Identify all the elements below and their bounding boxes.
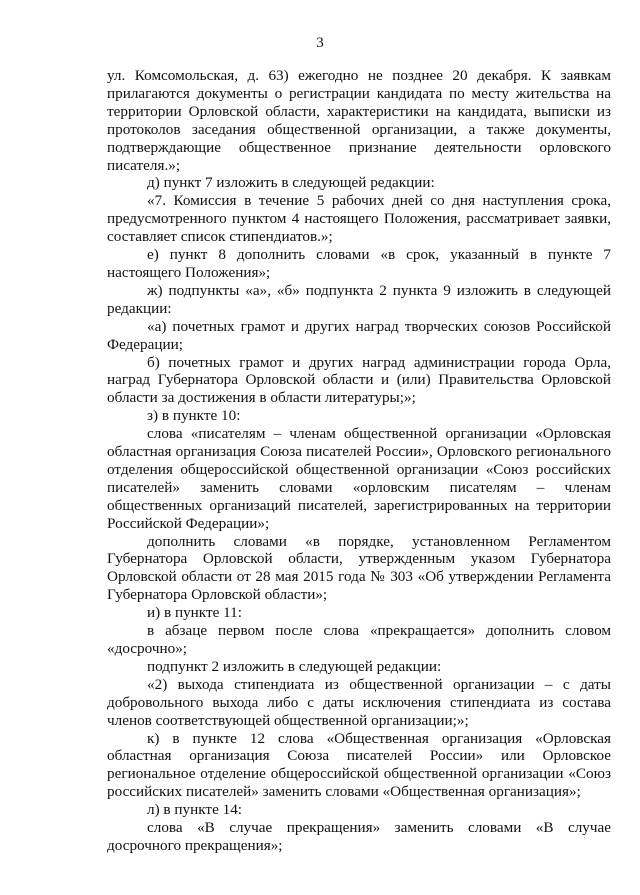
paragraph-clause-7: «7. Комиссия в течение 5 рабочих дней со дня наступления срока, предусмотренного пунктом 4 настоящего Положения, рассматривает заявки, составляет список стипендиатов.»; bbox=[107, 192, 611, 246]
paragraph-continuation: ул. Комсомольская, д. 63) ежегодно не позднее 20 декабря. К заявкам прилагаются документы о регистрации кандидата по месту жительства на территории Орловской области, характеристики на кандидата, выписки из протоколов заседания общественной организации, а также документы, подтверждающие общественное признание деятельности орловского писателя.»; bbox=[107, 67, 611, 174]
paragraph-subpoint-2-text: «2) выхода стипендиата из общественной организации – с даты добровольного выхода либо с даты исключения стипендиата из состава членов соответствующей общественной организации;»; bbox=[107, 675, 611, 729]
page-number: 3 bbox=[316, 35, 324, 51]
paragraph-item-l: л) в пункте 14: bbox=[147, 801, 243, 819]
paragraph-item-zh: ж) подпункты «а», «б» подпункта 2 пункта 9 изложить в следующей редакции: bbox=[107, 281, 611, 317]
document-body bbox=[107, 67, 611, 855]
paragraph-add-words: дополнить словами «в порядке, установленном Регламентом Губернатора Орловской области, утвержденным указом Губернатора Орловской области от 28 мая 2015 года № 303 «Об утверждении Регламента Губернатора Орловской области»; bbox=[107, 532, 611, 604]
paragraph-item-i: и) в пункте 11: bbox=[147, 604, 242, 622]
paragraph-words-replace: слова «писателям – членам общественной организации «Орловская областная организация Союза писателей России», Орловского регионального отделения общероссийской общественной организации «Союз российских писателей» заменить словами «орловским писателям – членам общественных организаций писателей, зарегистрированных на территории Российской Федерации»; bbox=[107, 425, 611, 532]
paragraph-subpoint-2: подпункт 2 изложить в следующей редакции: bbox=[147, 657, 442, 675]
paragraph-words-termination: слова «В случае прекращения» заменить словами «В случае досрочного прекращения»; bbox=[107, 819, 611, 854]
paragraph-item-z: з) в пункте 10: bbox=[147, 407, 241, 425]
paragraph-subclause-b: б) почетных грамот и других наград администрации города Орла, наград Губернатора Орловской области и (или) Правительства Орловской области за достижения в области литературы;»; bbox=[107, 353, 611, 407]
paragraph-item-e: е) пункт 8 дополнить словами «в срок, указанный в пункте 7 настоящего Положения»; bbox=[107, 246, 611, 281]
paragraph-item-k: к) в пункте 12 слова «Общественная организация «Орловская областная организация Союза писателей России» или Орловское региональное отделение общероссийской общественной организации «Союз российских писателей» заменить словами «Общественная организация»; bbox=[107, 729, 611, 801]
paragraph-first-abzac: в абзаце первом после слова «прекращается» дополнить словом «досрочно»; bbox=[107, 622, 611, 657]
paragraph-subclause-a: «а) почетных грамот и других наград творческих союзов Российской Федерации; bbox=[107, 317, 611, 353]
paragraph-item-d: д) пункт 7 изложить в следующей редакции: bbox=[147, 174, 435, 192]
